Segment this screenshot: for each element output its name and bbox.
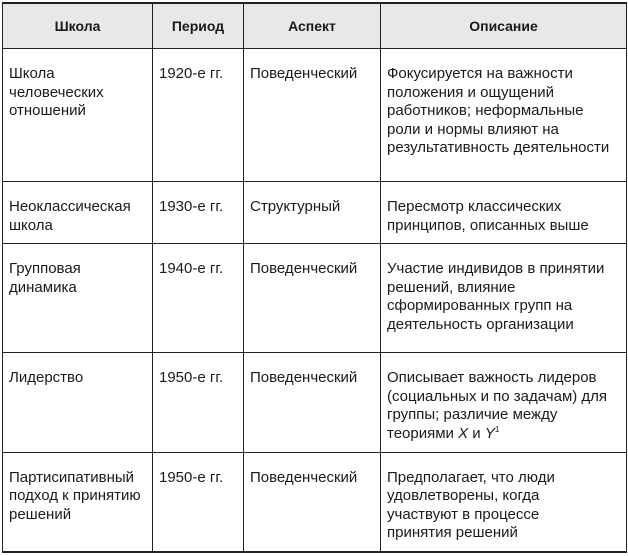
cell-period: 1950-е гг.	[153, 353, 244, 452]
header-school: Школа	[3, 3, 153, 49]
cell-aspect: Поведенческий	[244, 452, 381, 552]
cell-aspect: Поведенческий	[244, 49, 381, 182]
theory-y: Y	[484, 424, 495, 442]
cell-period: 1930-е гг.	[153, 182, 244, 244]
cell-description	[381, 182, 627, 244]
conjunction: и	[468, 424, 485, 442]
cell-school	[3, 353, 153, 452]
cell-period: 1940-е гг.	[153, 244, 244, 353]
cell-aspect: Поведенческий	[244, 244, 381, 353]
table-row	[3, 182, 627, 244]
cell-aspect: Структурный	[244, 182, 381, 244]
table-row	[3, 353, 627, 452]
table-row	[3, 49, 627, 182]
table-row	[3, 452, 627, 552]
cell-description	[381, 452, 627, 552]
cell-school	[3, 244, 153, 353]
school-text: Школа человеческих отношений	[9, 65, 104, 120]
table-header-row	[3, 3, 627, 49]
description-text: Пересмотр классических принципов, описанных выше	[387, 198, 589, 234]
header-aspect: Аспект	[244, 3, 381, 49]
cell-description	[381, 353, 627, 452]
cell-description	[381, 49, 627, 182]
cell-aspect: Поведенческий	[244, 353, 381, 452]
cell-description	[381, 244, 627, 353]
footnote-mark: 1	[494, 424, 500, 434]
school-text: Неоклассическая школа	[9, 198, 131, 234]
header-period: Период	[153, 3, 244, 49]
cell-period: 1920-е гг.	[153, 49, 244, 182]
cell-period: 1950-е гг.	[153, 452, 244, 552]
theory-x: X	[458, 424, 469, 442]
school-text: Партисипативный подход к принятию решений	[9, 468, 141, 523]
cell-school	[3, 182, 153, 244]
description-text: Описывает важность лидеров (социальных и по задачам) для группы; различие между теориями	[387, 369, 608, 442]
description-text: Участие индивидов в принятии решений, влияние сформированных групп на деятельность организации	[387, 260, 605, 333]
description-text: Фокусируется на важности положения и ощущений работников; неформальные роли и нормы влияют на результативность деятельности	[387, 65, 610, 157]
cell-school	[3, 49, 153, 182]
cell-school	[3, 452, 153, 552]
school-text: Групповая динамика	[9, 260, 81, 296]
header-description: Описание	[381, 3, 627, 49]
table-row	[3, 244, 627, 353]
school-text: Лидерство	[9, 369, 84, 387]
schools-table	[2, 2, 627, 553]
description-text: Предполагает, что люди удовлетворены, когда участвуют в процессе принятия решений	[387, 468, 555, 542]
